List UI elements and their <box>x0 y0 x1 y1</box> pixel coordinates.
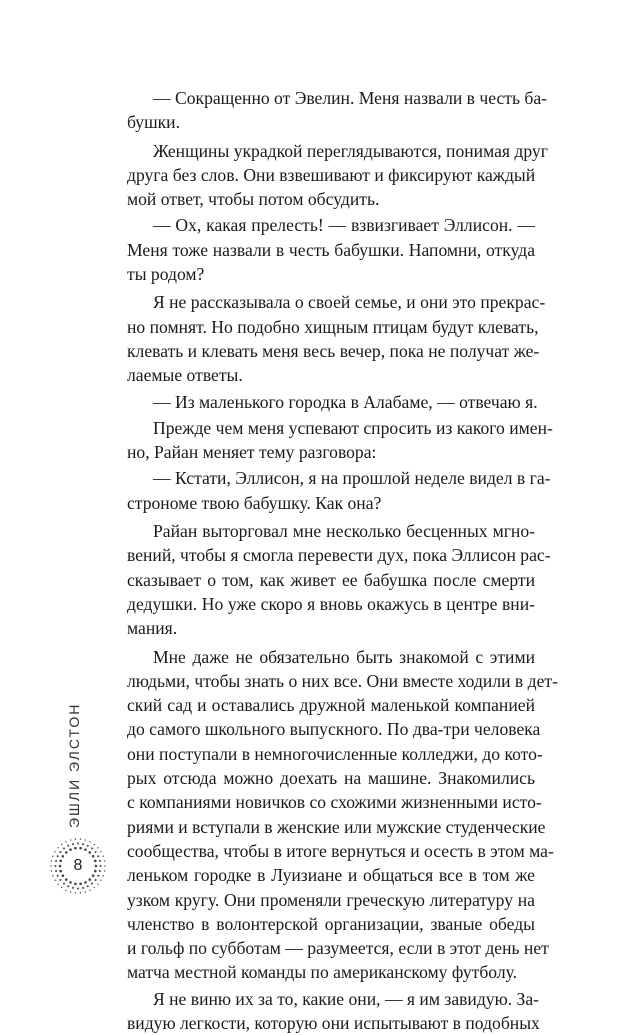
text-line: матча местной команды по американскому футболу. <box>127 962 518 983</box>
text-line: дедушки. Но уже скоро я вновь окажусь в центре вни- <box>127 593 535 614</box>
paragraph <box>127 416 553 465</box>
text-line: строноме твою бабушку. Как она? <box>127 492 382 513</box>
paragraph <box>127 519 551 640</box>
paragraph <box>127 645 558 985</box>
text-line: Меня тоже назвали в честь бабушки. Напомни, откуда <box>127 239 535 260</box>
text-line: клевать и клевать меня весь вечер, пока не получат же- <box>127 340 540 361</box>
paragraph <box>127 987 540 1035</box>
running-head: ЭШЛИ ЭЛСТОН <box>66 702 82 828</box>
text-line: — Из маленького городка в Алабаме, — отвечаю я. <box>153 391 538 412</box>
text-line: — Ох, какая прелесть! — взвизгивает Эллисон. — <box>153 215 535 236</box>
text-line: ты родом? <box>127 264 205 285</box>
paragraph <box>127 139 548 212</box>
body-text <box>127 86 558 1035</box>
page-number: 8 <box>73 857 83 874</box>
page-margin <box>60 690 96 890</box>
text-line: Прежде чем меня успевают спросить из какого имен- <box>153 417 553 438</box>
page-number-ornament <box>50 838 106 894</box>
text-line: сообщества, чтобы в итоге вернуться и осесть в этом ма- <box>127 840 554 861</box>
text-line: сказывает о том, как живет ее бабушка после смерти <box>127 569 535 590</box>
text-line: Райан выторговал мне несколько бесценных мгно- <box>153 521 535 542</box>
text-line: бушки. <box>127 112 180 133</box>
text-line: лаемые ответы. <box>127 365 243 386</box>
text-line: Я не виню их за то, какие они, — я им завидую. За- <box>153 988 540 1009</box>
text-line: Мне даже не обязательно быть знакомой с этими <box>153 646 535 667</box>
text-line: — Кстати, Эллисон, я на прошлой неделе видел в га- <box>153 468 551 489</box>
text-line: Я не рассказывала о своей семье, и они это прекрас- <box>153 292 546 313</box>
paragraph <box>127 213 535 286</box>
text-line: но, Райан меняет тему разговора: <box>127 442 377 463</box>
paragraph <box>127 86 548 135</box>
text-line: но помнят. Но подобно хищным птицам будут клевать, <box>127 316 539 337</box>
text-line: с компаниями новичков со схожими жизненными исто- <box>127 792 542 813</box>
text-line: мой ответ, чтобы потом обсудить. <box>127 189 380 210</box>
text-line: людьми, чтобы знать о них все. Они вместе ходили в дет- <box>127 670 558 691</box>
text-line: и гольф по субботам — разумеется, если в этот день нет <box>127 938 549 959</box>
text-line: они поступали в немногочисленные колледжи, до кото- <box>127 743 543 764</box>
text-line: мания. <box>127 618 178 639</box>
text-line: риями и вступали в женские или мужские студенческие <box>127 816 546 837</box>
text-line: друга без слов. Они взвешивают и фиксируют каждый <box>127 164 536 185</box>
text-line: узком кругу. Они променяли греческую литературу на <box>127 889 535 910</box>
text-line: леньком городке в Луизиане и общаться все в том же <box>127 865 535 886</box>
text-line: видую легкости, которую они испытывают в подобных <box>127 1012 540 1033</box>
text-line: до самого школьного выпускного. По два-три человека <box>127 719 541 740</box>
text-line: ский сад и оставались дружной маленькой компанией <box>127 695 535 716</box>
text-line: рых отсюда можно доехать на машине. Знакомились <box>127 768 535 789</box>
text-line: Женщины украдкой переглядываются, понимая друг <box>153 140 548 161</box>
text-line: вений, чтобы я смогла перевести дух, пока Эллисон рас- <box>127 545 551 566</box>
paragraph <box>127 466 551 515</box>
text-line: членство в волонтерской организации, званые обеды <box>127 913 535 934</box>
text-line: — Сокращенно от Эвелин. Меня назвали в честь ба- <box>153 88 548 108</box>
paragraph <box>127 290 546 387</box>
paragraph <box>127 390 538 414</box>
